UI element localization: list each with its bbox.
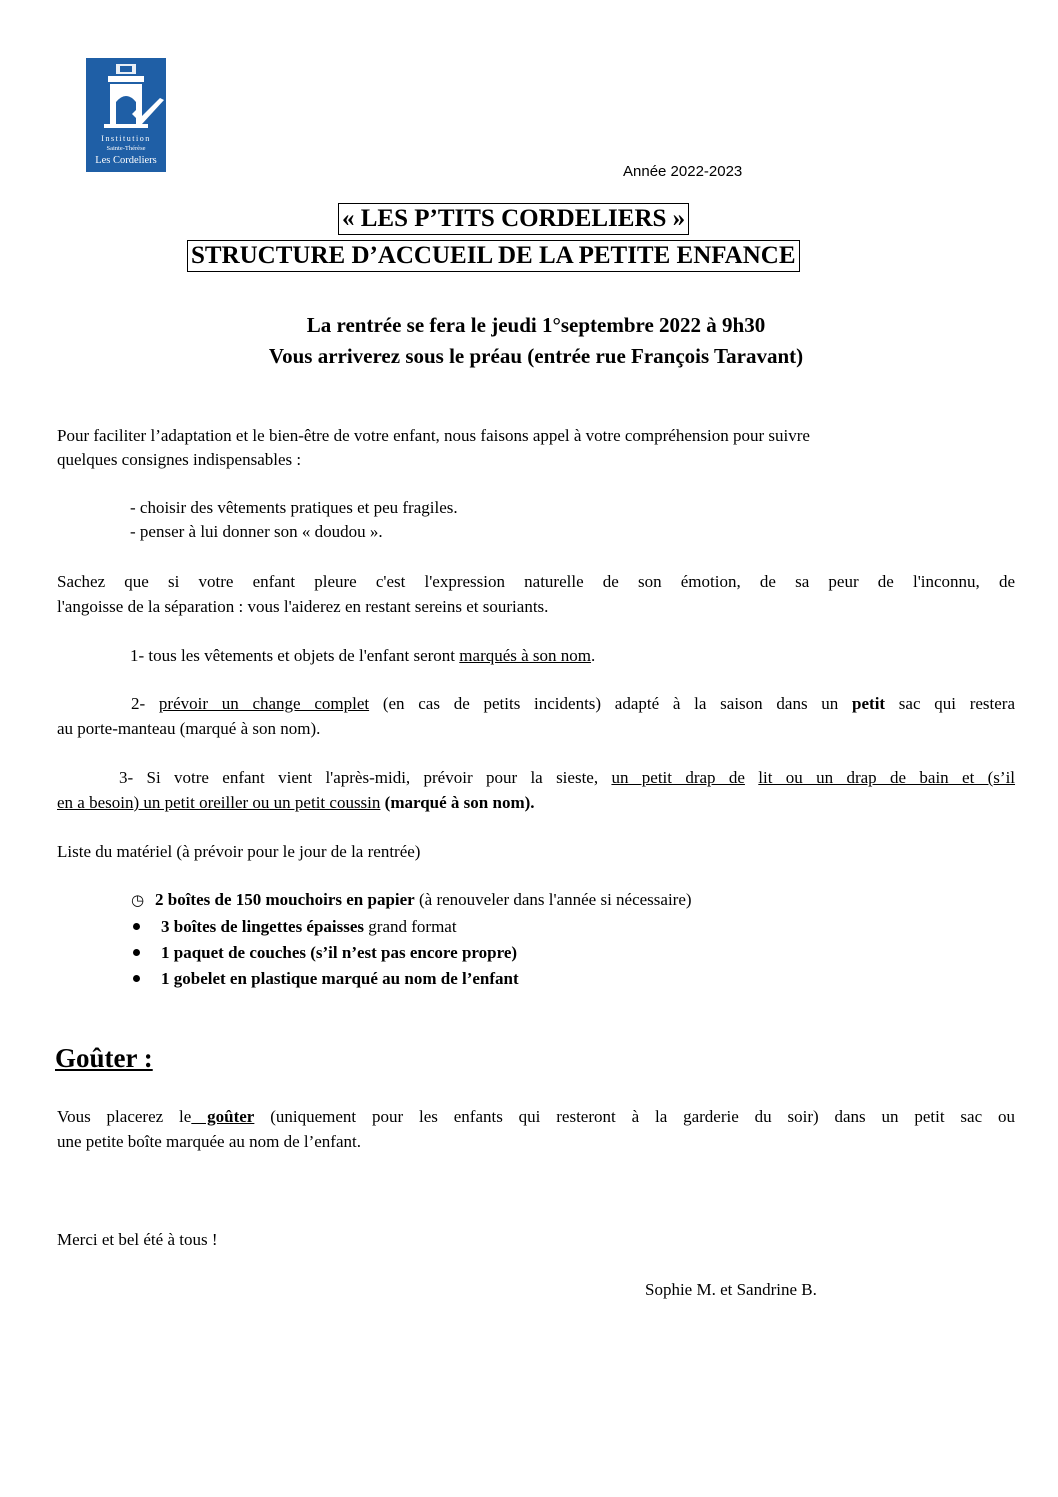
list-item bbox=[133, 917, 457, 937]
rule-1-text: 1- tous les vêtements et objets de l'enfant seront bbox=[130, 646, 460, 665]
emotion-line-1: Sachez que si votre enfant pleure c'est l'expression naturelle de son émotion, de sa peur de l'inconnu, de bbox=[57, 572, 1015, 591]
item-bold: 2 boîtes de 150 mouchoirs en papier bbox=[155, 890, 415, 909]
list-item bbox=[131, 890, 692, 910]
arrival-heading: Vous arriverez sous le préau (entrée rue François Taravant) bbox=[268, 344, 804, 368]
bullet-icon bbox=[133, 949, 140, 956]
building-icon bbox=[86, 58, 166, 134]
signature: Sophie M. et Sandrine B. bbox=[645, 1280, 817, 1299]
advice-item-2: - penser à lui donner son « doudou ». bbox=[130, 522, 383, 541]
school-year: Année 2022-2023 bbox=[623, 163, 743, 180]
rule-3-line-2-bold: (marqué à son nom). bbox=[380, 793, 535, 812]
item-bold: 1 paquet de couches (s’il n’est pas encore propre) bbox=[161, 943, 518, 962]
snack-heading: Goûter : bbox=[55, 1043, 153, 1073]
rule-1 bbox=[130, 645, 595, 667]
rule-1-end: . bbox=[591, 646, 596, 665]
bullet-icon bbox=[133, 975, 140, 982]
advice-item-1: - choisir des vêtements pratiques et peu fragiles. bbox=[130, 498, 458, 517]
snack-underlined: goûter bbox=[191, 1107, 255, 1126]
rule-2-bold: petit bbox=[852, 694, 886, 713]
materials-intro: Liste du matériel (à prévoir pour le jour de la rentrée) bbox=[57, 842, 421, 861]
bullet-icon bbox=[133, 923, 140, 930]
rule-3-line-1 bbox=[57, 768, 1015, 788]
snack-line-1 bbox=[57, 1107, 1015, 1127]
rule-1-underlined: marqués à son nom bbox=[459, 646, 592, 665]
rule-3-text: 3- Si votre enfant vient l'après-midi, prévoir pour la sieste, bbox=[119, 768, 612, 787]
item-rest: grand format bbox=[364, 917, 457, 936]
rule-3-line-2-underlined: en a besoin) un petit oreiller ou un petit coussin bbox=[57, 793, 381, 812]
logo-line-1: Institution bbox=[101, 134, 151, 143]
snack-end: (uniquement pour les enfants qui resteront à la garderie du soir) dans un petit sac ou bbox=[254, 1107, 1015, 1126]
clock-bullet-icon: ◷ bbox=[131, 893, 145, 909]
snack-text: Vous placerez le bbox=[57, 1107, 192, 1126]
list-item bbox=[133, 969, 519, 989]
intro-line-2: quelques consignes indispensables : bbox=[57, 450, 302, 469]
item-rest: (à renouveler dans l'année si nécessaire) bbox=[414, 890, 692, 909]
intro-line-1: Pour faciliter l’adaptation et le bien-être de votre enfant, nous faisons appel à votre compréhension pour suivre bbox=[57, 426, 810, 445]
start-date-heading: La rentrée se fera le jeudi 1°septembre 2022 à 9h30 bbox=[306, 313, 766, 337]
title-line-2: STRUCTURE D’ACCUEIL DE LA PETITE ENFANCE bbox=[187, 240, 800, 272]
item-bold: 1 gobelet en plastique marqué au nom de l’enfant bbox=[161, 969, 519, 988]
item-bold: 3 boîtes de lingettes épaisses bbox=[161, 917, 365, 936]
school-logo bbox=[86, 58, 166, 172]
rule-2-underlined: prévoir un change complet bbox=[158, 694, 370, 713]
rule-3-line-2 bbox=[57, 792, 535, 814]
snack-line-2: une petite boîte marquée au nom de l’enfant. bbox=[57, 1132, 361, 1151]
rule-2-mid: (en cas de petits incidents) adapté à la saison dans un bbox=[369, 694, 853, 713]
rule-2-line-2: au porte-manteau (marqué à son nom). bbox=[57, 719, 321, 738]
emotion-line-2: l'angoisse de la séparation : vous l'aiderez en restant sereins et souriants. bbox=[57, 597, 549, 616]
logo-line-2: Sainte-Thérèse bbox=[106, 145, 146, 152]
rule-3-underlined-2: lit ou un drap de bain et (s’il bbox=[758, 768, 1016, 787]
rule-2-num: 2- bbox=[131, 694, 159, 713]
rule-2-line-1 bbox=[57, 694, 1015, 714]
thanks-line: Merci et bel été à tous ! bbox=[57, 1230, 218, 1249]
rule-3-underlined-1: un petit drap de bbox=[611, 768, 745, 787]
logo-line-3: Les Cordeliers bbox=[95, 155, 157, 166]
rule-3-space bbox=[745, 768, 758, 787]
rule-2-end: sac qui restera bbox=[885, 694, 1015, 713]
list-item bbox=[133, 943, 517, 963]
title-line-1: « LES P’TITS CORDELIERS » bbox=[338, 203, 689, 235]
